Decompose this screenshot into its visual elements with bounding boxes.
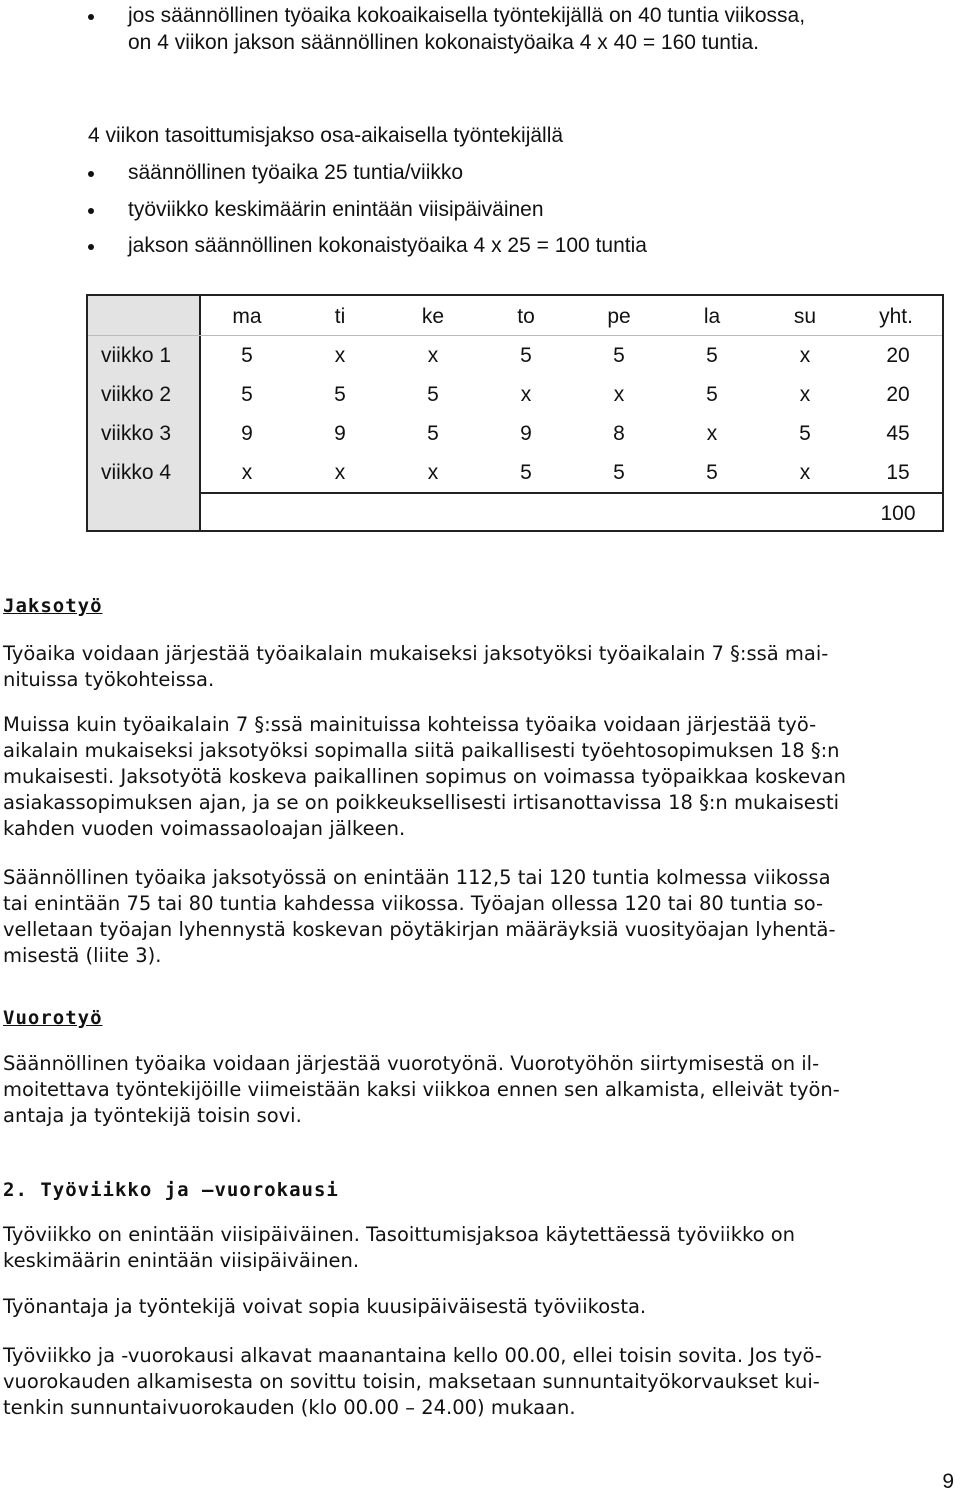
table-cell: x: [613, 383, 625, 406]
section-heading-jaksotyo: Jaksotyö: [3, 595, 103, 617]
total-row-shade: [88, 492, 199, 530]
table-cell: x: [706, 422, 718, 445]
header-cell-la: la: [703, 305, 721, 328]
text-line: antaja ja työntekijä toisin sovi.: [3, 1104, 302, 1127]
text-line: Työaika voidaan järjestää työaikalain mukaiseksi jaksotyöksi työaikalain 7 §:ssä mai-: [3, 642, 829, 665]
table-cell: 8: [613, 422, 625, 445]
table-cell: 5: [613, 344, 625, 367]
text-line: nituissa työkohteissa.: [3, 668, 215, 691]
row-label: viikko 2: [101, 383, 172, 406]
table-cell: x: [334, 461, 346, 484]
text-line: mukaisesti. Jaksotyötä koskeva paikallinen sopimus on voimassa työpaikkaa koskevan: [3, 765, 846, 788]
header-cell-pe: pe: [607, 305, 631, 328]
jaksotyo-paragraph-3: [3, 865, 953, 969]
total-divider: [199, 492, 942, 494]
table-cell: x: [241, 461, 253, 484]
text-line: kahden vuoden voimassaoloajan jälkeen.: [3, 817, 406, 840]
table-cell: 5: [241, 344, 253, 367]
jaksotyo-paragraph-2: [3, 712, 953, 842]
page-number: 9: [942, 1470, 954, 1493]
section-heading-tyoviikko: 2. Työviikko ja –vuorokausi: [3, 1179, 339, 1201]
text-line: Työviikko ja -vuorokausi alkavat maanantaina kello 00.00, ellei toisin sovita. Jos työ-: [3, 1344, 822, 1367]
section2-paragraph-2: [3, 1294, 953, 1320]
bullet-icon: [88, 171, 94, 177]
header-cell-ma: ma: [232, 305, 262, 328]
table-cell: 5: [334, 383, 346, 406]
text-line: Työviikko on enintään viisipäiväinen. Tasoittumisjaksoa käytettäessä työviikko on: [3, 1223, 796, 1246]
header-cell-total: yht.: [879, 305, 913, 328]
text-line: misestä (liite 3).: [3, 944, 162, 967]
table-cell: 20: [886, 344, 910, 367]
period-title: 4 viikon tasoittumisjakso osa-aikaisella työntekijällä: [88, 124, 564, 147]
text-line: tenkin sunnuntaivuorokauden (klo 00.00 – 24.00) mukaan.: [3, 1396, 576, 1419]
table-cell: 9: [334, 422, 346, 445]
jaksotyo-paragraph-1: [3, 641, 953, 693]
text-line: Työnantaja ja työntekijä voivat sopia kuusipäiväisestä työviikosta.: [3, 1295, 647, 1318]
bullet-text: jakson säännöllinen kokonaistyöaika 4 x 25 = 100 tuntia: [128, 234, 647, 257]
section-heading-vuorotyo: Vuorotyö: [3, 1007, 103, 1029]
text-line: keskimäärin enintään viisipäiväinen.: [3, 1249, 360, 1272]
bullet-icon: [88, 14, 94, 20]
bullet-text: on 4 viikon jakson säännöllinen kokonaistyöaika 4 x 40 = 160 tuntia.: [128, 31, 760, 54]
text-line: Säännöllinen työaika jaksotyössä on enintään 112,5 tai 120 tuntia kolmessa viikossa: [3, 866, 831, 889]
table-cell: 5: [613, 461, 625, 484]
table-cell: 5: [706, 461, 718, 484]
table-cell: 20: [886, 383, 910, 406]
row-label: viikko 4: [101, 461, 172, 484]
vuorotyo-paragraph-1: [3, 1051, 953, 1129]
bullet-text: jos säännöllinen työaika kokoaikaisella työntekijällä on 40 tuntia viikossa,: [128, 4, 806, 27]
table-cell: x: [427, 344, 439, 367]
table-cell: x: [520, 383, 532, 406]
text-line: asiakassopimuksen ajan, ja se on poikkeuksellisesti irtisanottavissa 18 §:n mukaisesti: [3, 791, 840, 814]
bullet-icon: [88, 208, 94, 214]
text-line: Säännöllinen työaika voidaan järjestää vuorotyönä. Vuorotyöhön siirtymisestä on il-: [3, 1052, 820, 1075]
table-cell: 5: [520, 461, 532, 484]
text-line: aikalain mukaiseksi jaksotyöksi sopimalla siitä paikallisesti työehtosopimuksen 18 §:n: [3, 739, 840, 762]
header-cell-ke: ke: [421, 305, 445, 328]
header-row-shade: [88, 296, 199, 335]
bullet-text: työviikko keskimäärin enintään viisipäiväinen: [128, 198, 544, 221]
table-cell: 15: [886, 461, 910, 484]
text-line: vuorokauden alkamisesta on sovittu toisin, maksetaan sunnuntaityökorvaukset kui-: [3, 1370, 820, 1393]
text-line: velletaan työajan lyhennystä koskevan pöytäkirjan määräyksiä vuosityöajan lyhentä-: [3, 918, 836, 941]
header-cell-ti: ti: [334, 305, 346, 328]
table-cell: 5: [706, 344, 718, 367]
row-label: viikko 1: [101, 344, 172, 367]
table-cell: 45: [886, 422, 910, 445]
table-cell: 9: [241, 422, 253, 445]
table-cell: x: [799, 461, 811, 484]
table-cell: 9: [520, 422, 532, 445]
table-cell: x: [334, 344, 346, 367]
section2-paragraph-3: [3, 1343, 953, 1421]
table-cell: 5: [799, 422, 811, 445]
table-cell: 5: [427, 422, 439, 445]
table-cell: x: [799, 344, 811, 367]
table-cell: 5: [706, 383, 718, 406]
grand-total-cell: 100: [880, 502, 916, 525]
column-divider: [199, 296, 201, 530]
header-cell-to: to: [517, 305, 535, 328]
text-line: tai enintään 75 tai 80 tuntia kahdessa viikossa. Työajan ollessa 120 tai 80 tuntia so-: [3, 892, 824, 915]
text-line: Muissa kuin työaikalain 7 §:ssä mainituissa kohteissa työaika voidaan järjestää työ-: [3, 713, 817, 736]
table-cell: 5: [241, 383, 253, 406]
table-cell: x: [427, 461, 439, 484]
schedule-table: [86, 294, 944, 532]
table-cell: 5: [427, 383, 439, 406]
table-cell: 5: [520, 344, 532, 367]
text-line: moitettava työntekijöille viimeistään kaksi viikkoa ennen sen alkamista, elleivät työn-: [3, 1078, 840, 1101]
section2-paragraph-1: [3, 1222, 953, 1274]
bullet-text: säännöllinen työaika 25 tuntia/viikko: [128, 161, 464, 184]
row-label: viikko 3: [101, 422, 172, 445]
bullet-icon: [88, 244, 94, 250]
header-divider: [88, 335, 942, 336]
header-cell-su: su: [793, 305, 817, 328]
table-cell: x: [799, 383, 811, 406]
